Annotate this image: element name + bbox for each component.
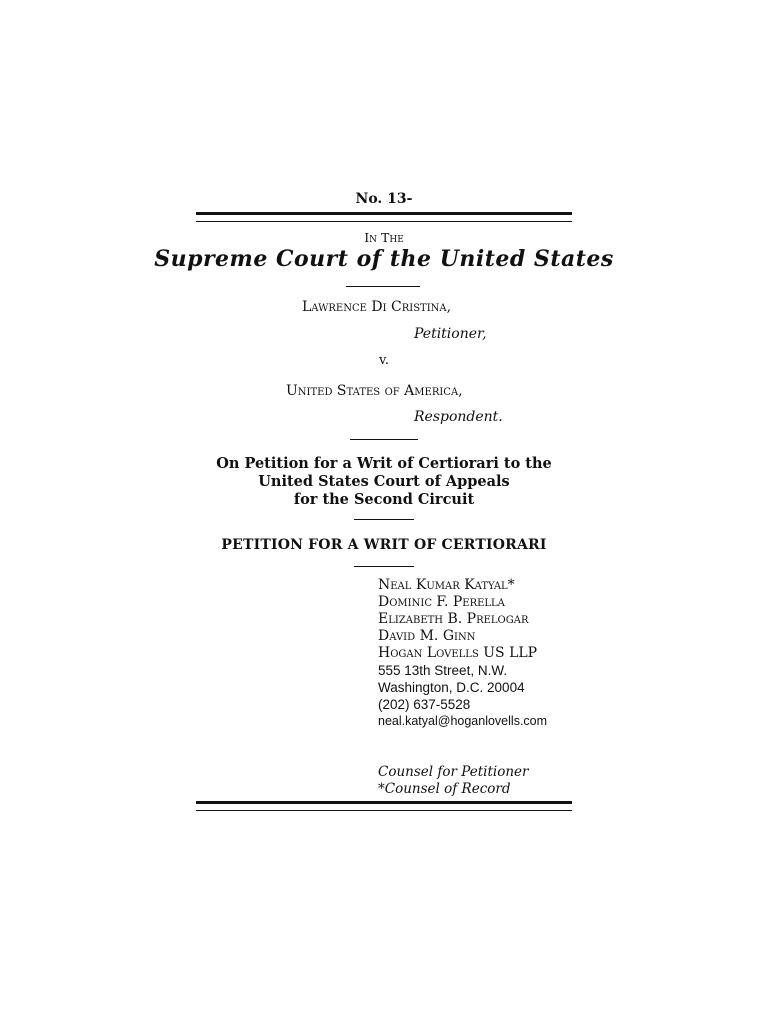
petition-title: PETITION FOR A WRIT OF CERTIORARI [221, 537, 547, 553]
email-address: neal.katyal@hoganlovells.com [378, 714, 548, 728]
address-line-2: Washington, D.C. 20004 [378, 680, 525, 695]
counsel-of-record-note: *Counsel of Record [378, 781, 511, 797]
phone-number: (202) 637-5528 [378, 697, 471, 712]
court-name: Supreme Court of the United States [154, 246, 614, 272]
counsel-name: David M. Ginn [378, 628, 476, 644]
caption-line-1: On Petition for a Writ of Certiorari to the [216, 455, 552, 472]
counsel-block [378, 577, 547, 730]
in-the-label: In The [364, 230, 404, 245]
counsel-role: Counsel for Petitioner [378, 764, 529, 780]
firm-name: Hogan Lovells US LLP [378, 645, 538, 661]
versus: v. [379, 353, 389, 368]
counsel-name: Neal Kumar Katyal* [378, 577, 515, 593]
top-double-rule [196, 212, 572, 222]
address-line-1: 555 13th Street, N.W. [378, 663, 508, 678]
docket-number: No. 13- [355, 191, 413, 207]
divider-rule [354, 519, 414, 520]
caption-line-2: United States Court of Appeals [258, 473, 510, 490]
caption-line-3: for the Second Circuit [293, 491, 475, 508]
counsel-name: Dominic F. Perella [378, 594, 505, 610]
divider-rule [350, 439, 418, 440]
respondent-role: Respondent. [414, 409, 503, 425]
petitioner-role: Petitioner, [414, 326, 487, 342]
divider-rule [354, 566, 414, 567]
divider-rule [346, 286, 420, 287]
petitioner-name: Lawrence Di Cristina, [302, 299, 452, 315]
respondent-name: United States of America, [286, 383, 463, 399]
bottom-double-rule [196, 801, 572, 811]
counsel-name: Elizabeth B. Prelogar [378, 611, 529, 627]
